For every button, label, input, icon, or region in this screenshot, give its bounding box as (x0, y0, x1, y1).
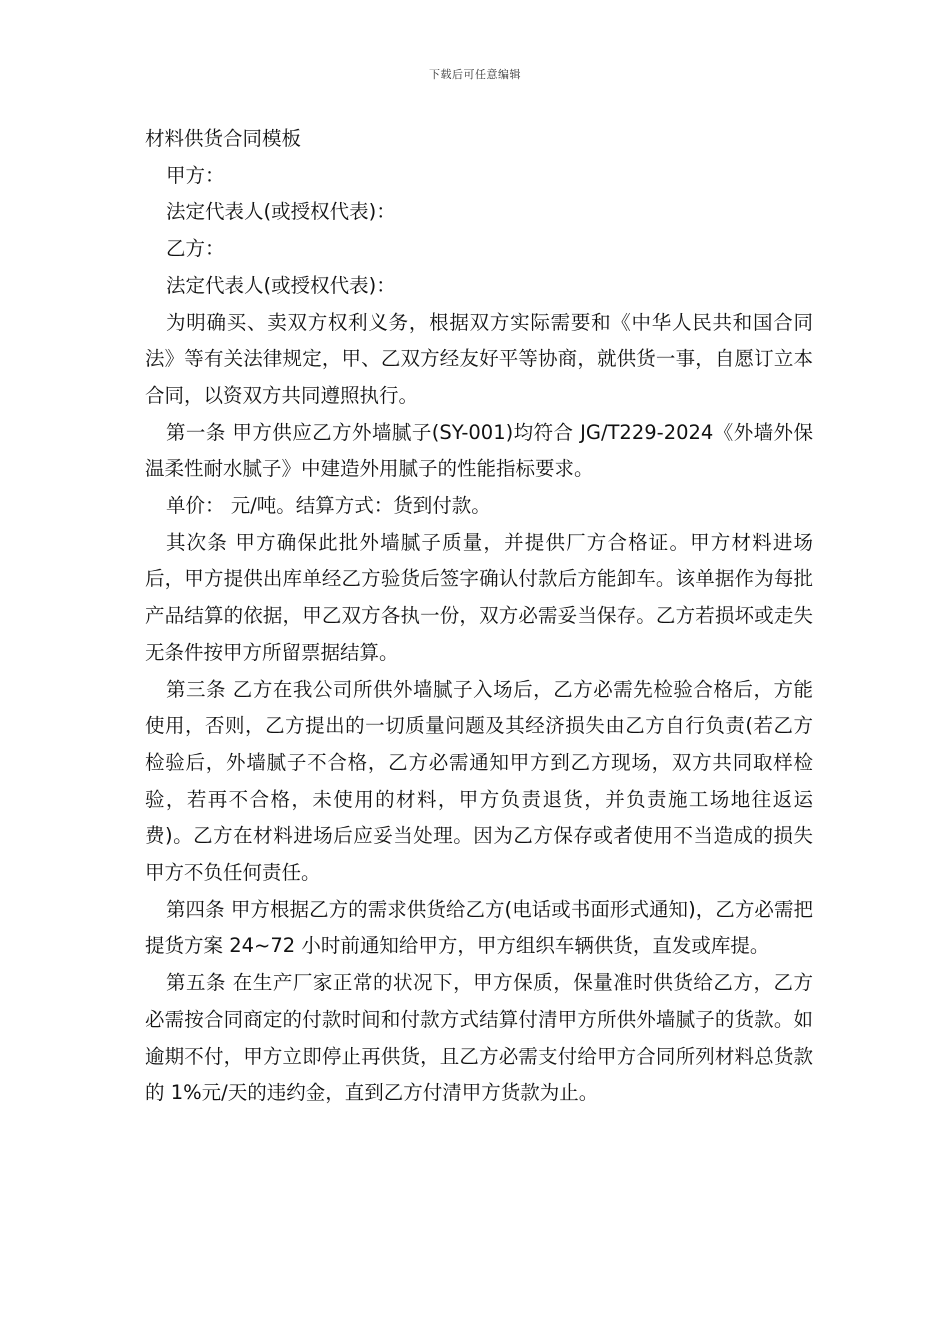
article-3-paragraph: 第三条 乙方在我公司所供外墙腻子入场后，乙方必需先检验合格后，方能使用，否则，乙方提出的一切质量问题及其经济损失由乙方自行负责(若乙方检验后，外墙腻子不合格，乙方必需通知甲方到乙方现场，双方共同取样检验，若再不合格，未使用的材料，甲方负责退货，并负责施工场地往返运费)。乙方在材料进场后应妥当处理。因为乙方保存或者使用不当造成的损失甲方不负任何责任。 (145, 677, 813, 885)
party-b-line: 乙方： (166, 237, 225, 261)
article-4-paragraph: 第四条 甲方根据乙方的需求供货给乙方(电话或书面形式通知)，乙方必需把提货方案 24~72 小时前通知给甲方，甲方组织车辆供货，直发或库提。 (145, 897, 813, 958)
article-2-paragraph: 其次条 甲方确保此批外墙腻子质量，并提供厂方合格证。甲方材料进场后，甲方提供出库单经乙方验货后签字确认付款后方能卸车。该单据作为每批产品结算的依据，甲乙双方各执一份，双方必需妥当保存。乙方若损坏或走失无条件按甲方所留票据结算。 (145, 530, 813, 664)
document-body (145, 121, 813, 1112)
party-b-representative-line: 法定代表人(或授权代表)： (166, 273, 396, 297)
party-a-representative-line: 法定代表人(或授权代表)： (166, 200, 396, 224)
party-a-line: 甲方： (166, 163, 225, 187)
price-paragraph: 单价： 元/吨。结算方式：货到付款。 (166, 494, 491, 518)
document-title: 材料供货合同模板 (145, 127, 302, 150)
preamble-paragraph: 为明确买、卖双方权利义务，根据双方实际需要和《中华人民共和国合同法》等有关法律规定，甲、乙双方经友好平等协商，就供货一事，自愿订立本合同，以资双方共同遵照执行。 (145, 310, 813, 407)
article-1-paragraph: 第一条 甲方供应乙方外墙腻子(SY-001)均符合 JG/T229-2024《外墙外保温柔性耐水腻子》中建造外用腻子的性能指标要求。 (145, 420, 813, 481)
article-5-paragraph: 第五条 在生产厂家正常的状况下，甲方保质，保量准时供货给乙方，乙方必需按合同商定的付款时间和付款方式结算付清甲方所供外墙腻子的货款。如逾期不付，甲方立即停止再供货，且乙方必需支付给甲方合同所列材料总货款的 1%元/天的违约金，直到乙方付清甲方货款为止。 (145, 971, 813, 1105)
page-header-note: 下载后可任意编辑 (429, 68, 521, 81)
